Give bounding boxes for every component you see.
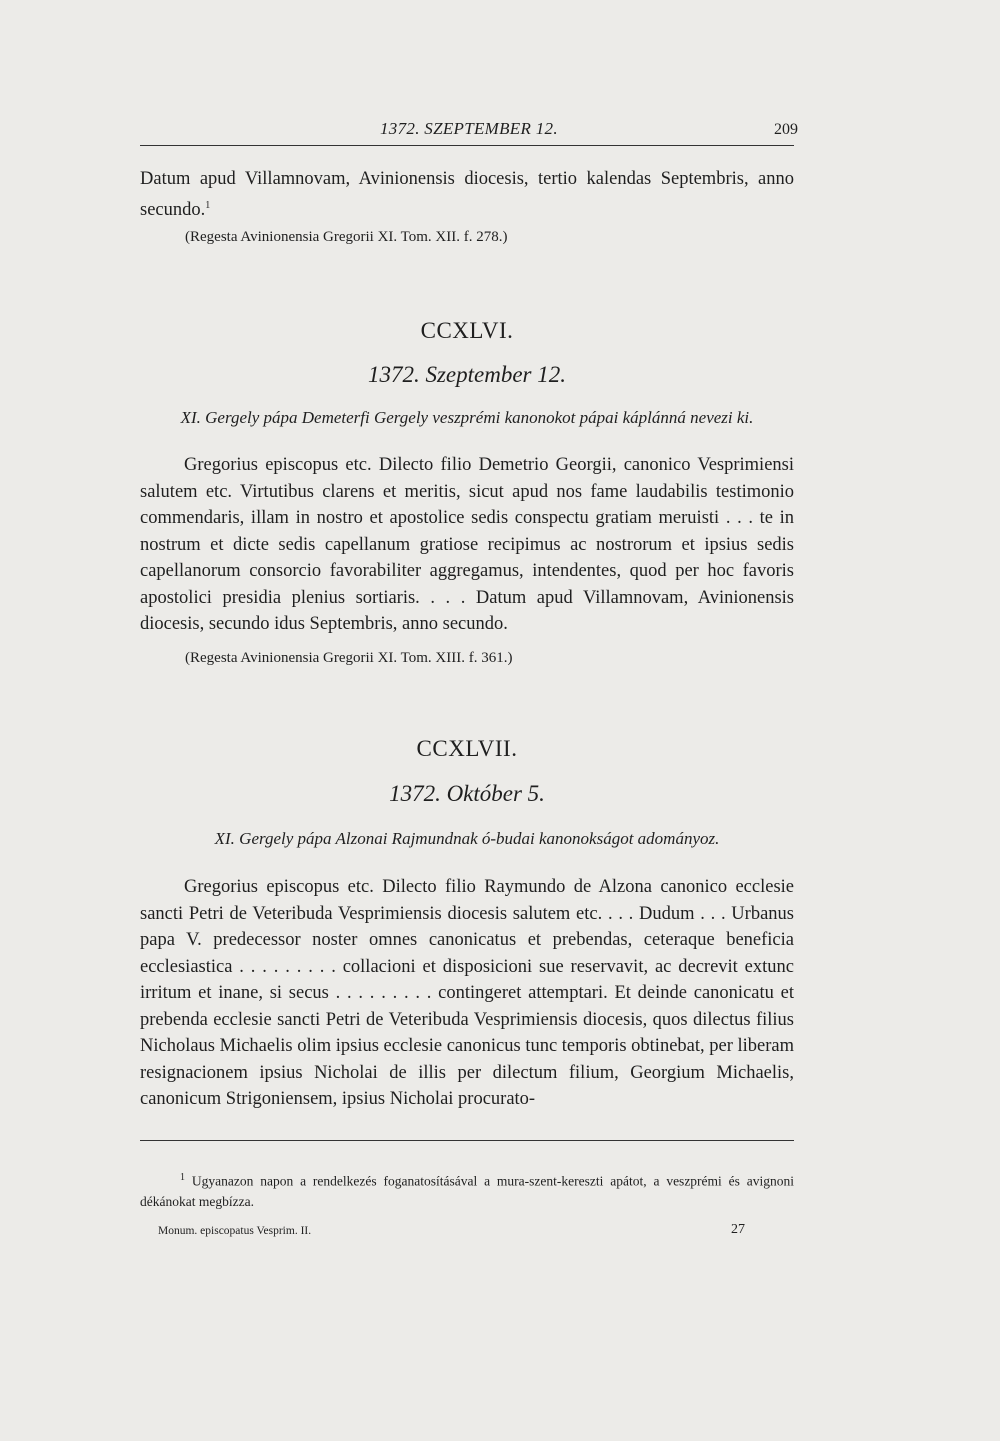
doc2-summary: XI. Gergely pápa Alzonai Rajmundnak ó-budai kanonokságot adományoz.: [214, 829, 720, 848]
footnote-number: 1: [180, 1172, 185, 1183]
doc1-date: 1372. Szeptember 12.: [367, 362, 567, 387]
footnote: [140, 1168, 794, 1212]
footnote-rule: [140, 1140, 794, 1141]
doc2-body-text: Gregorius episcopus etc. Dilecto filio Raymundo de Alzona canonico ecclesie sancti Petri de Veteribuda Vesprimiensis diocesis salutem etc. . . . Dudum . . . Urbanus papa V. predecessor noster omnes canonicatus et prebendas, ceteraque beneficia ecclesiastica . . . . . . . . . collacioni et disposicioni sue reservavit, ac decrevit extunc irritum et inane, si secus . . . . . . . . . contingeret attemptari. Et deinde canonicatu et prebenda ecclesie sancti Petri de Veteribuda Vesprimiensis diocesis, quos dilectus filius Nicholaus Michaelis olim ipsius ecclesie canonicus tunc temporis obtinebat, per liberam resignacionem ipsius Nicholai de illis per dilectum filium, Georgium Michaelis, canonicum Strigoniensem, ipsius Nicholai procurato-: [140, 877, 795, 1109]
doc2-number: CCXLVII.: [416, 736, 518, 761]
intro-paragraph: [140, 166, 794, 223]
doc2-date: 1372. Október 5.: [389, 781, 545, 806]
doc1-body: [140, 452, 794, 638]
page-number: 209: [774, 121, 798, 138]
intro-text: Datum apud Villamnovam, Avinionensis diocesis, tertio kalendas Septembris, anno secundo.: [140, 169, 794, 220]
doc1-body-text: Gregorius episcopus etc. Dilecto filio Demetrio Georgii, canonico Vesprimiensi salutem etc. Virtutibus clarens et meritis, sicut apud nos fame laudabilis testimonio commendaris, illam in nostro et apostolice sedis conspectu gratiam meruisti . . . te in nostrum et dicte sedis capellanum gratiose recipimus ac nostrorum et ipsius sedis capellanorum consorcio favorabiliter aggregamus, intendentes, quod per hoc favoris apostolici presidia plenius sortiaris. . . . Datum apud Villamnovam, Avinionensis diocesis, secundo idus Septembris, anno secundo.: [140, 455, 794, 634]
footnote-text: Ugyanazon napon a rendelkezés foganatosításával a mura-szent-kereszti apátot, a veszprémi és avignoni dékánokat megbízza.: [140, 1173, 795, 1209]
doc1-reference: (Regesta Avinionensia Gregorii XI. Tom. XIII. f. 361.): [185, 650, 513, 666]
intro-reference: (Regesta Avinionensia Gregorii XI. Tom. XII. f. 278.): [185, 229, 508, 245]
running-header-title: 1372. SZEPTEMBER 12.: [380, 119, 558, 138]
doc1-number: CCXLVI.: [420, 318, 514, 343]
doc1-summary: XI. Gergely pápa Demeterfi Gergely veszprémi kanonokot pápai káplánná nevezi ki.: [180, 408, 754, 427]
signature-line: Monum. episcopatus Vesprim. II.: [158, 1225, 312, 1237]
doc2-body: [140, 874, 794, 1113]
footnote-mark: 1: [205, 199, 211, 211]
header-rule: [140, 145, 794, 146]
signature-number: 27: [731, 1222, 745, 1237]
